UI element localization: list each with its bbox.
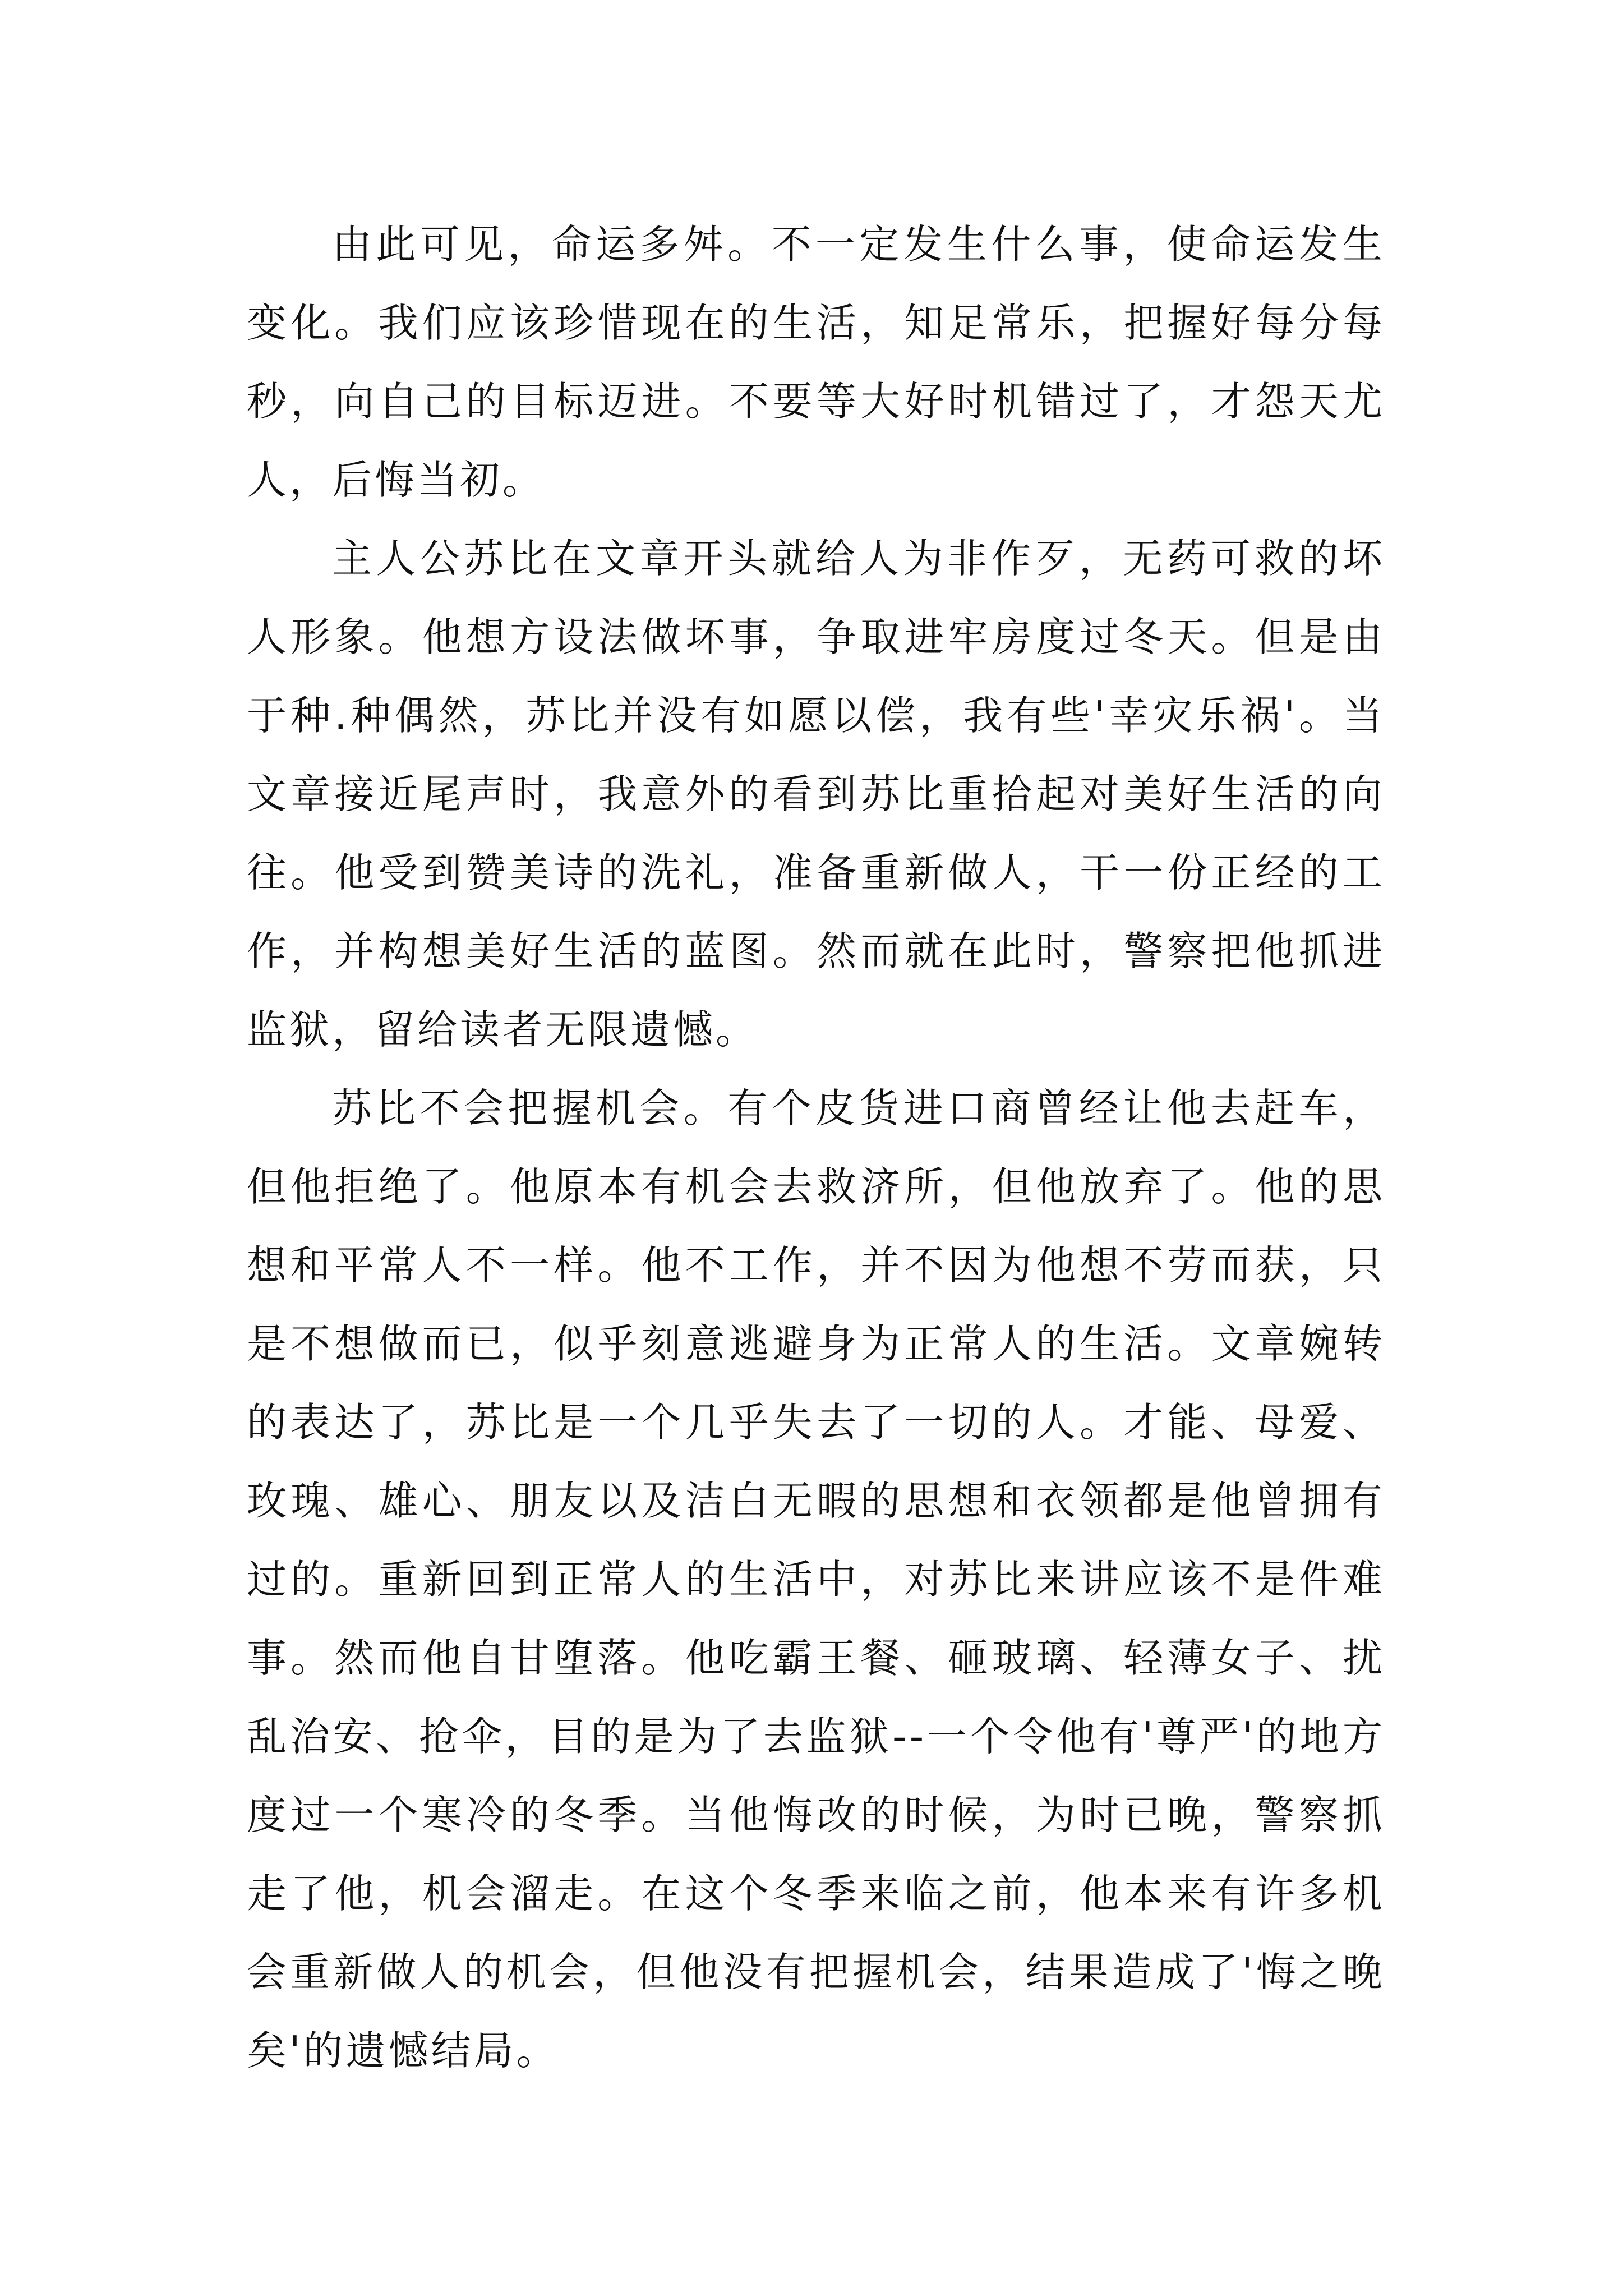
body-text [247, 205, 1385, 2090]
paragraph-2: 主人公苏比在文章开头就给人为非作歹，无药可救的坏人形象。他想方设法做坏事，争取进牢房度过冬天。但是由于种.种偶然，苏比并没有如愿以偿，我有些'幸灾乐祸'。当文章接近尾声时，我意外的看到苏比重拾起对美好生活的向往。他受到赞美诗的洗礼，准备重新做人，干一份正经的工作，并构想美好生活的蓝图。然而就在此时，警察把他抓进监狱，留给读者无限遗憾。 [247, 535, 1385, 1053]
paragraph-3: 苏比不会把握机会。有个皮货进口商曾经让他去赶车，但他拒绝了。他原本有机会去救济所，但他放弃了。他的思想和平常人不一样。他不工作，并不因为他想不劳而获，只是不想做而已，似乎刻意逃避身为正常人的生活。文章婉转的表达了，苏比是一个几乎失去了一切的人。才能、母爱、玫瑰、雄心、朋友以及洁白无暇的思想和衣领都是他曾拥有过的。重新回到正常人的生活中，对苏比来讲应该不是件难事。然而他自甘堕落。他吃霸王餐、砸玻璃、轻薄女子、扰乱治安、抢伞，目的是为了去监狱--一个令他有'尊严'的地方度过一个寒冷的冬季。当他悔改的时候，为时已晚，警察抓走了他，机会溜走。在这个冬季来临之前，他本来有许多机会重新做人的机会，但他没有把握机会，结果造成了'悔之晚矣'的遗憾结局。 [247, 1085, 1385, 2074]
paragraph-1: 由此可见，命运多舛。不一定发生什么事，使命运发生变化。我们应该珍惜现在的生活，知足常乐，把握好每分每秒，向自己的目标迈进。不要等大好时机错过了，才怨天尤人，后悔当初。 [247, 221, 1385, 503]
